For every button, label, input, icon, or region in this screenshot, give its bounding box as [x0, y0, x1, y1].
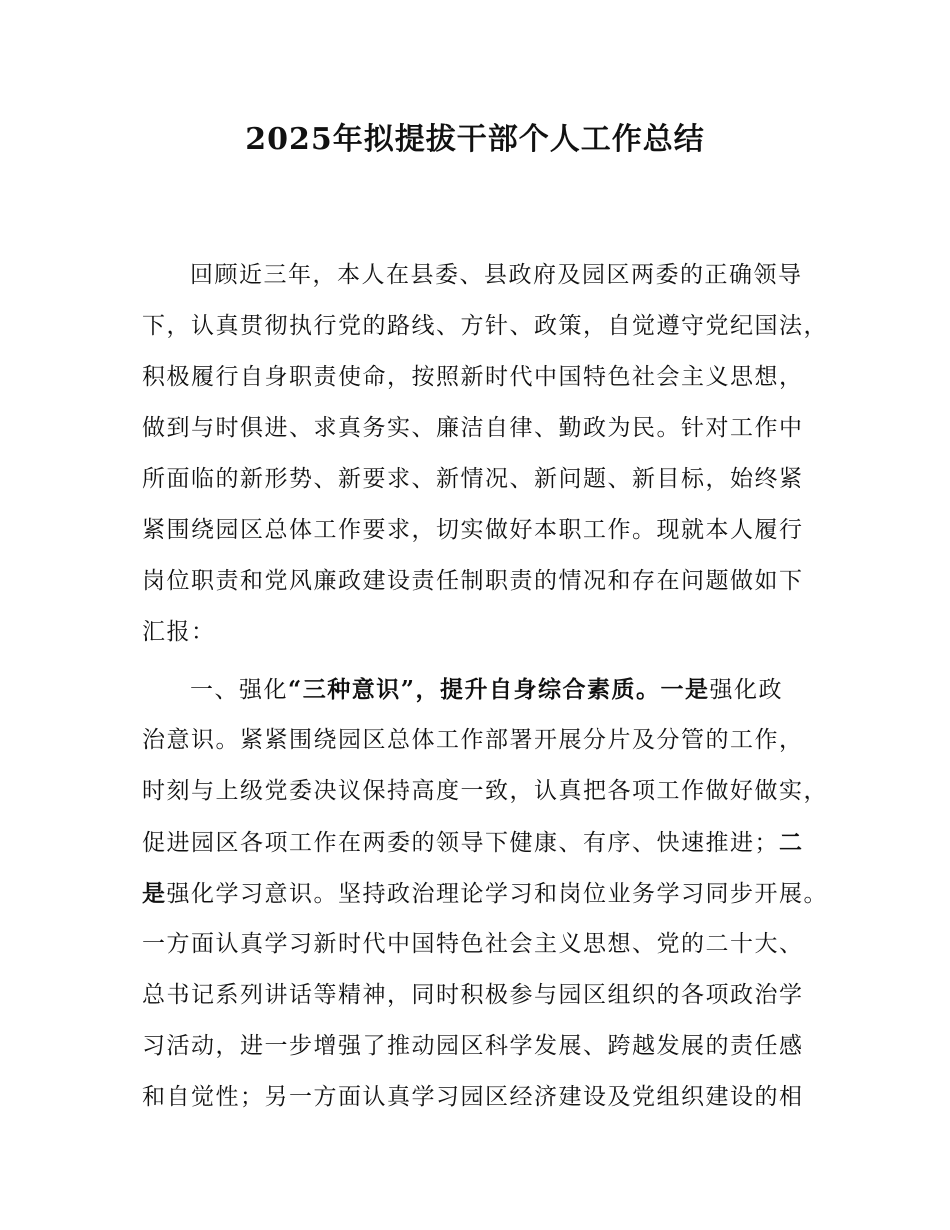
paragraph-1-line: 做到与时俱进、求真务实、廉洁自律、勤政为民。针对工作中 [142, 415, 804, 441]
section-heading-bold: “三种意识”，提升自身综合素质。一是 [288, 676, 710, 703]
paragraph-1-line: 紧围绕园区总体工作要求，切实做好本职工作。现就本人履行 [142, 517, 804, 543]
paragraph-2-line: 时刻与上级党委决议保持高度一致，认真把各项工作做好做实， [142, 778, 828, 804]
document-title: 2025年拟提拔干部个人工作总结 [245, 122, 705, 157]
paragraph-1 [142, 250, 828, 658]
paragraph-1-line: 岗位职责和党风廉政建设责任制职责的情况和存在问题做如下 [142, 568, 804, 594]
paragraph-2-line: 一方面认真学习新时代中国特色社会主义思想、党的二十大、 [142, 931, 804, 957]
paragraph-2-line: 习活动，进一步增强了推动园区科学发展、跨越发展的责任感 [142, 1033, 804, 1059]
paragraph-1-line: 积极履行自身职责使命，按照新时代中国特色社会主义思想， [142, 364, 804, 390]
paragraph-2-line: 总书记系列讲话等精神，同时积极参与园区组织的各项政治学 [142, 982, 804, 1008]
paragraph-2 [142, 664, 828, 1123]
section-marker-bold: 二 [779, 829, 804, 856]
section-text: 强化学习意识。坚持政治理论学习和岗位业务学习同步开展。 [166, 881, 828, 907]
paragraph-1-line: 回顾近三年，本人在县委、县政府及园区两委的正确领导 [190, 262, 803, 288]
paragraph-2-line-4 [142, 817, 814, 868]
section-heading-prefix: 一、强化 [190, 677, 288, 703]
section-text: 强化政 [709, 677, 783, 703]
paragraph-1-line: 下，认真贯彻执行党的路线、方针、政策，自觉遵守党纪国法， [142, 313, 828, 339]
paragraph-2-line: 和自觉性；另一方面认真学习园区经济建设及党组织建设的相 [142, 1084, 804, 1110]
document-body [142, 250, 828, 1123]
section-marker-bold: 是 [142, 880, 167, 907]
paragraph-1-line: 汇报： [142, 619, 216, 645]
section-text: 促进园区各项工作在两委的领导下健康、有序、快速推进； [142, 830, 779, 856]
paragraph-2-line-5 [142, 868, 828, 919]
paragraph-2-line-1 [142, 664, 814, 715]
paragraph-1-line: 所面临的新形势、新要求、新情况、新问题、新目标，始终紧 [142, 466, 804, 492]
paragraph-2-line: 治意识。紧紧围绕园区总体工作部署开展分片及分管的工作， [142, 727, 804, 753]
